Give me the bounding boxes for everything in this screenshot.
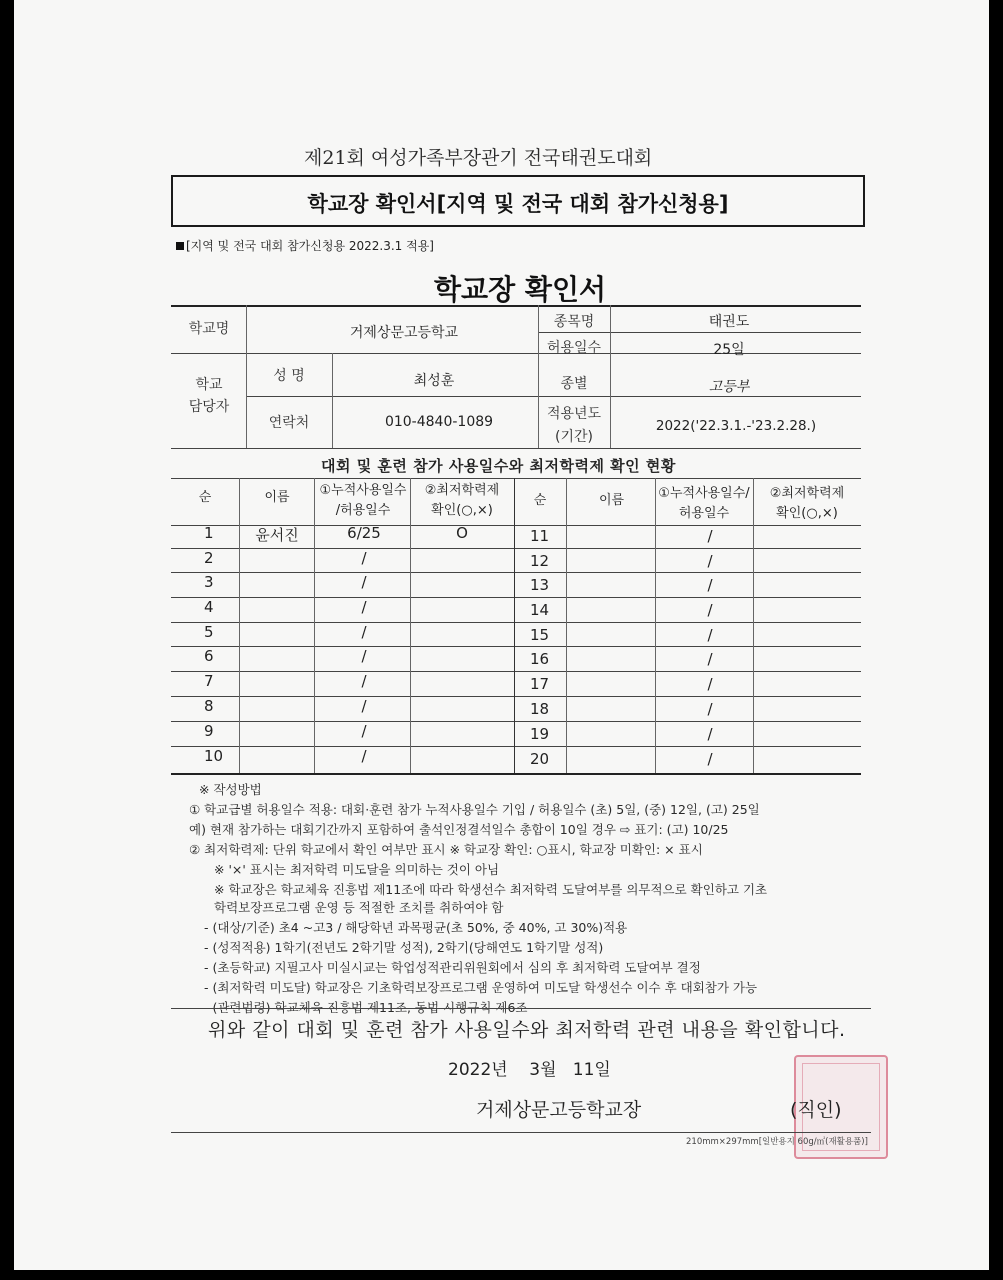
square-bullet-icon: [176, 242, 184, 250]
allowed-days-value: 25일: [713, 342, 745, 358]
row-days: /: [707, 725, 713, 743]
row-days: /: [361, 722, 367, 740]
manager-name-value: 최성훈: [413, 373, 455, 389]
col-header-check-line2: 확인(○,×): [431, 503, 493, 518]
row-number: 16: [530, 650, 550, 668]
row-days: /: [707, 601, 713, 619]
row-days: /: [361, 672, 367, 690]
sport-value: 태권도: [708, 314, 750, 330]
row-number: 8: [204, 697, 214, 715]
row-number: 2: [204, 549, 214, 567]
row-days: /: [361, 549, 367, 567]
note-line: - (관련법령) 학교체육 진흥법 제11조, 동법 시행규칙 제6조: [204, 1000, 528, 1015]
col-header-no: 순: [198, 490, 212, 505]
row-number: 20: [530, 750, 550, 768]
row-days: /: [707, 750, 713, 768]
event-title: 제21회 여성가족부장관기 전국태권도대회: [304, 147, 653, 169]
row-number: 18: [530, 700, 550, 718]
contact-label: 연락처: [268, 415, 310, 431]
note-line: ② 최저학력제: 단위 학교에서 확인 여부만 표시 ※ 학교장 확인: ○표시, 학교장 미확인: × 표시: [189, 842, 703, 857]
principal-name: 거제상문고등학교장: [476, 1099, 642, 1121]
row-number: 19: [530, 725, 550, 743]
note-line: ※ 학교장은 학교체육 진흥법 제11조에 따라 학생선수 최저학력 도달여부를 의무적으로 확인하고 기초: [214, 882, 768, 897]
col-header-days-line1: ①누적사용일수: [319, 483, 407, 498]
seal-label: (직인): [790, 1099, 842, 1121]
row-number: 13: [530, 576, 550, 594]
note-line: - (초등학교) 지필고사 미실시교는 학업성적관리위원회에서 심의 후 최저학력 도달여부 결정: [204, 960, 701, 975]
row-days: /: [361, 623, 367, 641]
row-days: /: [361, 697, 367, 715]
row-number: 15: [530, 626, 550, 644]
note-line: ① 학교급별 허용일수 적용: 대회·훈련 참가 누적사용일수 기입 / 허용일수 (초) 5일, (중) 12일, (고) 25일: [189, 802, 760, 817]
row-number: 17: [530, 675, 550, 693]
note-line: - (성적적용) 1학기(전년도 2학기말 성적), 2학기(당해연도 1학기말 성적): [204, 940, 604, 955]
document-title: 학교장 확인서: [434, 273, 607, 306]
col-header-check-right-line1: ②최저학력제: [769, 486, 845, 501]
row-number: 14: [530, 601, 550, 619]
col-header-days-right-line2: 허용일수: [678, 506, 730, 521]
row-number: 11: [530, 527, 550, 545]
manager-label-line1: 학교: [195, 377, 223, 393]
row-days: /: [361, 573, 367, 591]
row-number: 9: [204, 722, 214, 740]
section-note-text: [지역 및 전국 대회 참가신청용 2022.3.1 적용]: [186, 239, 434, 253]
row-days: /: [707, 650, 713, 668]
col-header-check-line1: ②최저학력제: [424, 483, 500, 498]
row-name: 윤서진: [255, 526, 299, 544]
col-header-days-right-line1: ①누적사용일수/: [658, 486, 750, 501]
document-page: [14, 0, 989, 1270]
note-line: 학력보장프로그램 운영 등 적절한 조치를 취하여야 함: [214, 900, 504, 915]
row-days: /: [707, 626, 713, 644]
row-days: /: [361, 647, 367, 665]
sport-label: 종목명: [553, 314, 595, 330]
note-line: - (대상/기준) 초4 ~고3 / 해당학년 과목평균(초 50%, 중 40%, 고 30%)적용: [204, 920, 628, 935]
row-number: 7: [204, 672, 214, 690]
row-check: O: [456, 524, 468, 542]
row-days: /: [707, 576, 713, 594]
note-line: ※ '×' 표시는 최저학력 미도달을 의미하는 것이 아님: [214, 862, 500, 877]
division-label: 종별: [560, 376, 588, 392]
row-number: 5: [204, 623, 214, 641]
note-line: - (최저학력 미도달) 학교장은 기초학력보장프로그램 운영하여 미도달 학생선수 이수 후 대회참가 가능: [204, 980, 758, 995]
period-label-line2: (기간): [555, 429, 593, 445]
period-label-line1: 적용년도: [546, 406, 602, 422]
row-number: 6: [204, 647, 214, 665]
confirmation-statement: 위와 같이 대회 및 훈련 참가 사용일수와 최저학력 관련 내용을 확인합니다.: [208, 1019, 846, 1041]
division-value: 고등부: [708, 379, 750, 395]
period-value: 2022('22.3.1.-'23.2.28.): [655, 418, 817, 434]
manager-label-line2: 담당자: [188, 399, 230, 415]
row-number: 3: [204, 573, 214, 591]
name-label: 성 명: [273, 368, 305, 384]
row-days: /: [707, 700, 713, 718]
col-header-name-right: 이름: [598, 493, 625, 508]
status-table-title: 대회 및 훈련 참가 사용일수와 최저학력제 확인 현황: [321, 457, 676, 475]
paper-spec: 210mm×297mm[일반용지 60g/㎡(재활용품)]: [686, 1137, 868, 1147]
notes-heading: ※ 작성방법: [199, 782, 262, 797]
col-header-name: 이름: [264, 490, 290, 505]
row-days: /: [707, 552, 713, 570]
row-days: /: [707, 527, 713, 545]
section-note: [176, 237, 434, 254]
row-days: 6/25: [347, 524, 381, 542]
allowed-days-label: 허용일수: [546, 340, 602, 356]
row-number: 10: [204, 747, 224, 765]
school-name-value: 거제상문고등학교: [349, 325, 459, 341]
col-header-days-line2: /허용일수: [335, 503, 391, 518]
row-number: 12: [530, 552, 550, 570]
issue-date: 2022년 3월 11일: [448, 1060, 611, 1080]
row-days: /: [361, 598, 367, 616]
row-days: /: [361, 747, 367, 765]
col-header-check-right-line2: 확인(○,×): [776, 506, 838, 521]
note-line: 예) 현재 참가하는 대회기간까지 포함하여 출석인정결석일수 총합이 10일 경우 ⇨ 표기: (고) 10/25: [189, 822, 729, 837]
row-number: 4: [204, 598, 214, 616]
school-name-label: 학교명: [188, 321, 230, 337]
col-header-no-right: 순: [533, 493, 547, 508]
row-number: 1: [204, 524, 214, 542]
contact-value: 010-4840-1089: [384, 414, 494, 430]
form-title-box: [171, 175, 865, 227]
row-days: /: [707, 675, 713, 693]
form-title: 학교장 확인서[지역 및 전국 대회 참가신청용]: [307, 192, 729, 216]
